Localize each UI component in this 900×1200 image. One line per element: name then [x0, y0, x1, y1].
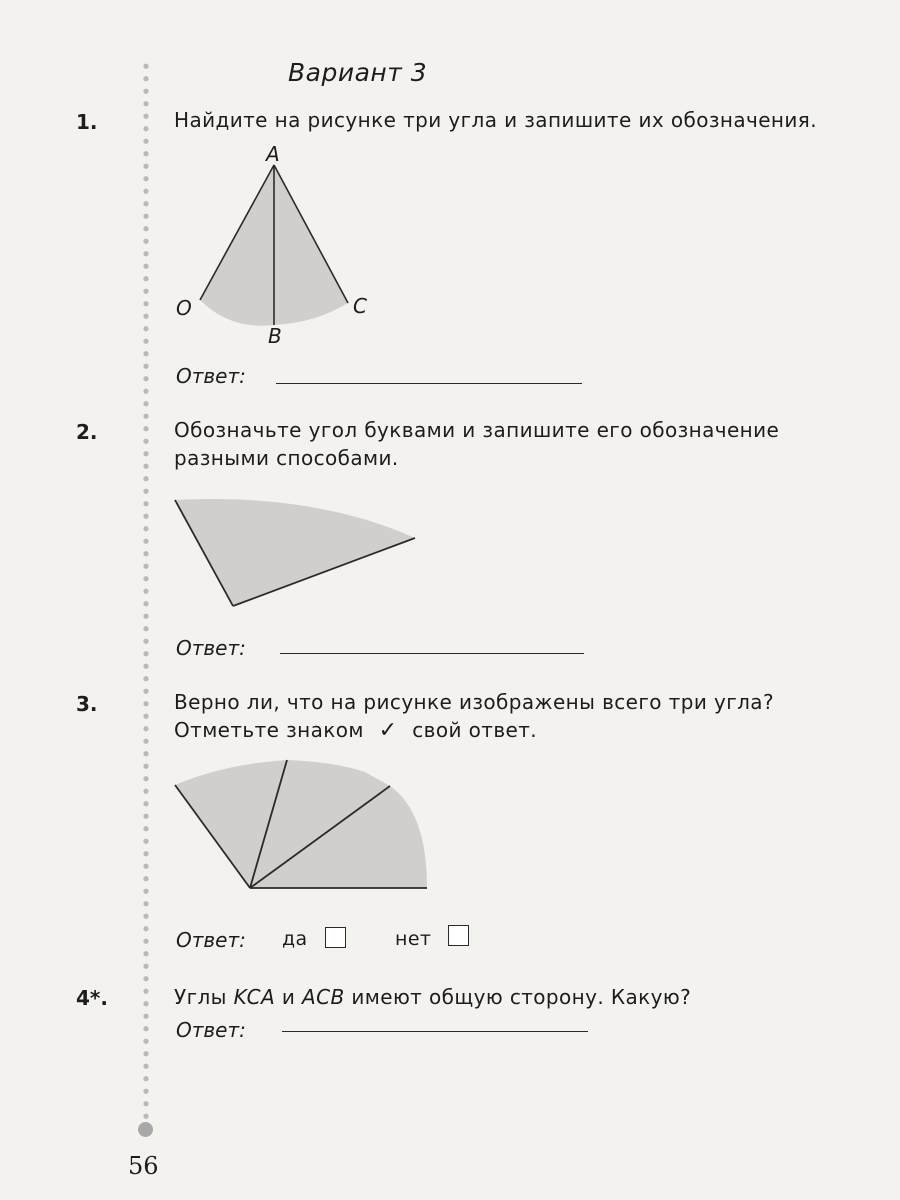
- task-4-text-after: имеют общую сторону. Какую?: [351, 985, 692, 1009]
- task-3-figure: [165, 752, 435, 897]
- task-1-number: 1.: [76, 110, 98, 134]
- checkmark-icon: ✓: [378, 718, 398, 743]
- task-2-number: 2.: [76, 420, 98, 444]
- task-3-number: 3.: [76, 692, 98, 716]
- angles-fill: [175, 760, 427, 888]
- task-3-mark-prefix: Отметьте знаком: [174, 718, 364, 742]
- option-no-label: нет: [395, 928, 432, 950]
- task-3-mark-suffix: свой ответ.: [412, 718, 538, 742]
- task-1-figure: [160, 135, 400, 350]
- task-1-answer-line[interactable]: [276, 383, 582, 384]
- angle-acb: ACB: [302, 985, 345, 1009]
- task-2-figure: [165, 488, 435, 618]
- option-yes-checkbox[interactable]: [325, 927, 346, 948]
- angle-fill: [175, 499, 415, 606]
- task-3-text-line-1: Верно ли, что на рисунке изображены всего три угла?: [174, 690, 774, 714]
- task-4-number: 4*.: [76, 986, 108, 1010]
- label-a: A: [266, 142, 280, 166]
- label-o: O: [176, 296, 192, 320]
- page-number: 56: [128, 1152, 159, 1180]
- task-2-answer-label: Ответ:: [176, 636, 246, 660]
- task-1-text: Найдите на рисунке три угла и запишите их обозначения.: [174, 108, 817, 132]
- page-title: Вариант 3: [288, 58, 428, 87]
- option-yes-label: да: [282, 928, 308, 950]
- task-4-text-before: Углы: [174, 985, 227, 1009]
- task-3-text-line-2: [174, 716, 537, 745]
- task-1-answer-label: Ответ:: [176, 364, 246, 388]
- option-no-checkbox[interactable]: [448, 925, 469, 946]
- label-b: B: [268, 324, 282, 348]
- task-2-answer-line[interactable]: [280, 653, 584, 654]
- task-3-answer-label: Ответ:: [176, 928, 246, 952]
- binding-ring: [138, 1122, 153, 1137]
- binding-holes: [140, 60, 152, 1130]
- task-2-text-line-2: разными способами.: [174, 446, 399, 470]
- task-4-text: [174, 983, 691, 1011]
- angle-kca: KCA: [233, 985, 276, 1009]
- task-4-answer-label: Ответ:: [176, 1018, 246, 1042]
- task-2-text-line-1: Обозначьте угол буквами и запишите его обозначение: [174, 418, 780, 442]
- task-4-text-middle: и: [281, 985, 296, 1009]
- task-4-answer-line[interactable]: [282, 1031, 588, 1032]
- label-c: C: [353, 294, 367, 318]
